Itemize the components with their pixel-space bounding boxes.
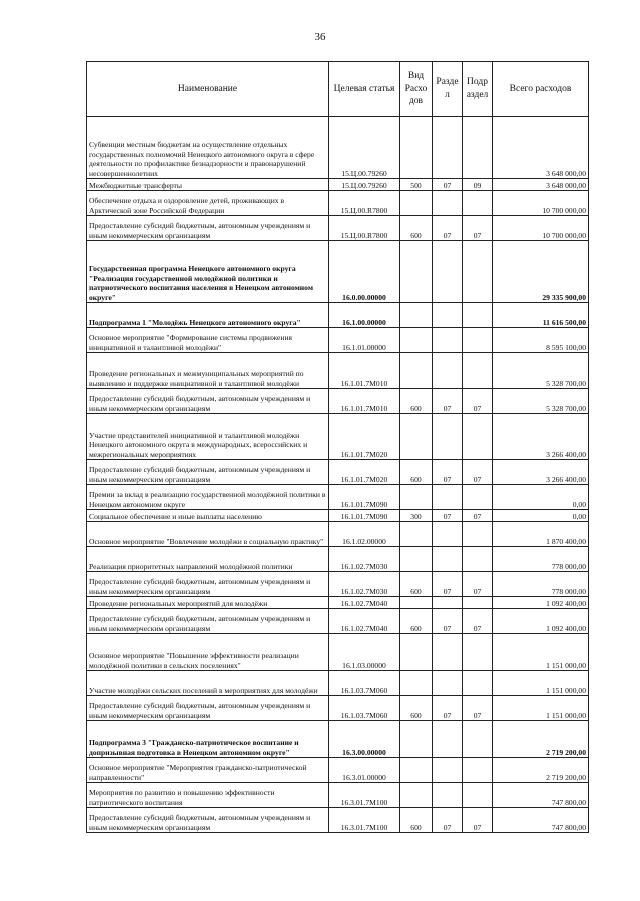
row-name: Субвенции местным бюджетам на осуществление отдельных государственных полномочий Ненецкого автономного округа в сфере деятельности по профилактике безнадзорности и правонарушений несовершеннолетних [87,117,329,179]
row-target-article: 16.0.00.00000 [329,241,400,303]
row-expense-type [400,597,433,609]
row-section: 07 [433,460,463,485]
row-section [433,117,463,179]
row-name: Основное мероприятие "Повышение эффективности реализации молодёжной политики в сельских поселениях" [87,634,329,671]
row-target-article: 16.1.00.00000 [329,303,400,328]
row-subsection: 07 [463,609,493,634]
table-row [87,721,589,758]
header-subsection: Подр аздел [463,62,493,117]
row-total: 1 092 400,00 [493,597,589,609]
row-section [433,758,463,783]
row-subsection [463,758,493,783]
row-expense-type: 600 [400,460,433,485]
row-subsection [463,522,493,547]
row-name: Предоставление субсидий бюджетным, автономным учреждениям и иным некоммерческим организациям [87,216,329,241]
row-name: Премии за вклад в реализацию государственной молодёжной политики в Ненецком автономном округе [87,485,329,510]
row-section: 07 [433,696,463,721]
row-subsection [463,241,493,303]
row-total: 1 092 400,00 [493,609,589,634]
row-target-article: 16.1.01.7М020 [329,460,400,485]
row-subsection [463,328,493,353]
row-name: Участие представителей инициативной и талантливой молодёжи Ненецкого автономного округа в международных, всероссийских и межрегиональных мероприятиях [87,414,329,460]
row-total: 1 151 000,00 [493,671,589,696]
table-header-row [87,62,589,117]
row-target-article: 16.3.00.00000 [329,721,400,758]
row-target-article: 16.1.03.7М060 [329,696,400,721]
row-subsection [463,547,493,572]
row-total: 3 648 000,00 [493,179,589,191]
row-section: 07 [433,216,463,241]
row-expense-type [400,241,433,303]
row-name: Предоставление субсидий бюджетным, автономным учреждениям и иным некоммерческим организациям [87,572,329,597]
row-total: 3 266 400,00 [493,460,589,485]
row-subsection: 07 [463,696,493,721]
row-subsection [463,721,493,758]
row-target-article: 16.1.02.7М030 [329,572,400,597]
row-section [433,597,463,609]
row-name: Предоставление субсидий бюджетным, автономным учреждениям и иным некоммерческим организациям [87,389,329,414]
row-name: Основное мероприятие "Формирование системы продвижения инициативной и талантливой молодёжи" [87,328,329,353]
table-row [87,303,589,328]
row-section [433,328,463,353]
row-section [433,671,463,696]
table-row [87,191,589,216]
table-body [87,117,589,833]
row-subsection [463,597,493,609]
row-subsection [463,117,493,179]
row-section: 07 [433,510,463,522]
row-expense-type [400,328,433,353]
row-expense-type: 600 [400,808,433,833]
row-section [433,191,463,216]
row-name: Участие молодёжи сельских поселений в мероприятиях для молодёжи [87,671,329,696]
row-expense-type [400,522,433,547]
header-section: Разде л [433,62,463,117]
row-target-article: 16.1.01.7М020 [329,414,400,460]
row-expense-type [400,353,433,389]
table-row [87,241,589,303]
table-row [87,808,589,833]
row-expense-type: 600 [400,696,433,721]
row-total: 2 719 200,00 [493,758,589,783]
table-row [87,634,589,671]
row-total: 3 266 400,00 [493,414,589,460]
row-expense-type [400,671,433,696]
row-subsection: 07 [463,460,493,485]
row-name: Проведение региональных мероприятий для молодёжи [87,597,329,609]
row-section: 07 [433,609,463,634]
table-row [87,117,589,179]
row-subsection [463,303,493,328]
row-subsection [463,353,493,389]
page-number: 36 [314,31,326,43]
row-name: Реализация приоритетных направлений молодёжной политики [87,547,329,572]
row-target-article: 16.3.01.7М100 [329,783,400,808]
table-row [87,609,589,634]
row-subsection [463,414,493,460]
row-name: Социальное обеспечение и иные выплаты населению [87,510,329,522]
row-target-article: 16.1.01.7М010 [329,389,400,414]
row-name: Предоставление субсидий бюджетным, автономным учреждениям и иным некоммерческим организациям [87,609,329,634]
row-section [433,353,463,389]
row-section [433,303,463,328]
row-total: 2 719 200,00 [493,721,589,758]
table-row [87,758,589,783]
row-expense-type: 600 [400,572,433,597]
row-section [433,547,463,572]
header-target-article: Целевая статья [329,62,400,117]
row-subsection: 07 [463,572,493,597]
row-expense-type [400,547,433,572]
row-target-article: 16.1.01.00000 [329,328,400,353]
row-subsection: 07 [463,510,493,522]
table-row [87,460,589,485]
row-subsection: 07 [463,216,493,241]
row-total: 8 595 100,00 [493,328,589,353]
table-row [87,671,589,696]
row-subsection: 09 [463,179,493,191]
row-section [433,721,463,758]
row-section [433,241,463,303]
row-section [433,634,463,671]
table-row [87,597,589,609]
row-total: 0,00 [493,485,589,510]
row-subsection [463,671,493,696]
row-total: 10 700 000,00 [493,191,589,216]
row-total: 1 151 000,00 [493,696,589,721]
table-row [87,216,589,241]
row-name: Проведение региональных и межмуниципальных мероприятий по выявлению и поддержке инициативной и талантливой молодёжи [87,353,329,389]
row-section: 07 [433,808,463,833]
row-subsection [463,191,493,216]
row-name: Подпрограмма 1 "Молодёжь Ненецкого автономного округа" [87,303,329,328]
row-expense-type [400,783,433,808]
row-total: 3 648 000,00 [493,117,589,179]
row-expense-type [400,414,433,460]
row-subsection [463,783,493,808]
row-target-article: 15.Ц.00.R7800 [329,216,400,241]
header-name: Наименование [87,62,329,117]
row-name: Предоставление субсидий бюджетным, автономным учреждениям и иным некоммерческим организациям [87,696,329,721]
row-expense-type [400,758,433,783]
row-subsection [463,485,493,510]
row-expense-type: 600 [400,609,433,634]
table-row [87,389,589,414]
row-expense-type [400,303,433,328]
row-expense-type [400,634,433,671]
row-name: Предоставление субсидий бюджетным, автономным учреждениям и иным некоммерческим организациям [87,460,329,485]
row-name: Подпрограмма 3 "Гражданско-патриотическое воспитание и допризывная подготовка в Ненецком автономном округе" [87,721,329,758]
row-total: 778 000,00 [493,547,589,572]
row-section [433,522,463,547]
table-row [87,522,589,547]
row-target-article: 16.1.02.7М040 [329,597,400,609]
row-total: 747 800,00 [493,783,589,808]
row-target-article: 16.3.01.00000 [329,758,400,783]
row-target-article: 15.Ц.00.R7800 [329,191,400,216]
table-row [87,547,589,572]
row-expense-type: 600 [400,389,433,414]
row-target-article: 16.1.01.7М090 [329,485,400,510]
row-target-article: 16.1.03.00000 [329,634,400,671]
header-expense-type: Вид Расхо дов [400,62,433,117]
row-expense-type: 600 [400,216,433,241]
row-section: 07 [433,179,463,191]
row-subsection: 07 [463,808,493,833]
row-expense-type [400,485,433,510]
row-name: Межбюджетные трансферты [87,179,329,191]
row-name: Мероприятия по развитию и повышению эффективности патриотического воспитания [87,783,329,808]
row-total: 778 000,00 [493,572,589,597]
row-target-article: 16.1.02.7М040 [329,609,400,634]
header-total: Всего расходов [493,62,589,117]
row-total: 29 335 900,00 [493,241,589,303]
row-section: 07 [433,389,463,414]
row-target-article: 16.1.01.7М010 [329,353,400,389]
row-target-article: 16.1.02.7М030 [329,547,400,572]
table-row [87,179,589,191]
row-name: Основное мероприятие "Вовлечение молодёжи в социальную практику" [87,522,329,547]
row-total: 11 616 500,00 [493,303,589,328]
row-subsection: 07 [463,389,493,414]
expenditure-table [86,61,589,833]
row-section: 07 [433,572,463,597]
row-expense-type: 500 [400,179,433,191]
row-subsection [463,634,493,671]
table-row [87,696,589,721]
row-total: 747 800,00 [493,808,589,833]
row-target-article: 16.1.02.00000 [329,522,400,547]
row-name: Основное мероприятие "Мероприятия гражданско-патриотической направленности" [87,758,329,783]
table-row [87,328,589,353]
row-total: 1 151 000,00 [493,634,589,671]
row-section [433,414,463,460]
row-target-article: 16.1.03.7М060 [329,671,400,696]
row-total: 5 328 700,00 [493,353,589,389]
table-row [87,485,589,510]
row-target-article: 15.Ц.00.79260 [329,117,400,179]
row-name: Государственная программа Ненецкого автономного округа "Реализация государственной молодёжной политики и патриотического воспитания населения в Ненецком автономном округе" [87,241,329,303]
table-row [87,783,589,808]
row-section [433,485,463,510]
table-row [87,353,589,389]
row-name: Обеспечение отдыха и оздоровление детей, проживающих в Арктической зоне Российской Федерации [87,191,329,216]
row-expense-type [400,721,433,758]
row-total: 0,00 [493,510,589,522]
row-target-article: 15.Ц.00.79260 [329,179,400,191]
row-section [433,783,463,808]
table-row [87,414,589,460]
row-target-article: 16.1.01.7М090 [329,510,400,522]
row-total: 10 700 000,00 [493,216,589,241]
row-expense-type: 300 [400,510,433,522]
row-target-article: 16.3.01.7М100 [329,808,400,833]
row-total: 5 328 700,00 [493,389,589,414]
row-total: 1 870 400,00 [493,522,589,547]
row-expense-type [400,191,433,216]
row-name: Предоставление субсидий бюджетным, автономным учреждениям и иным некоммерческим организациям [87,808,329,833]
table-row [87,572,589,597]
row-expense-type [400,117,433,179]
table-row [87,510,589,522]
